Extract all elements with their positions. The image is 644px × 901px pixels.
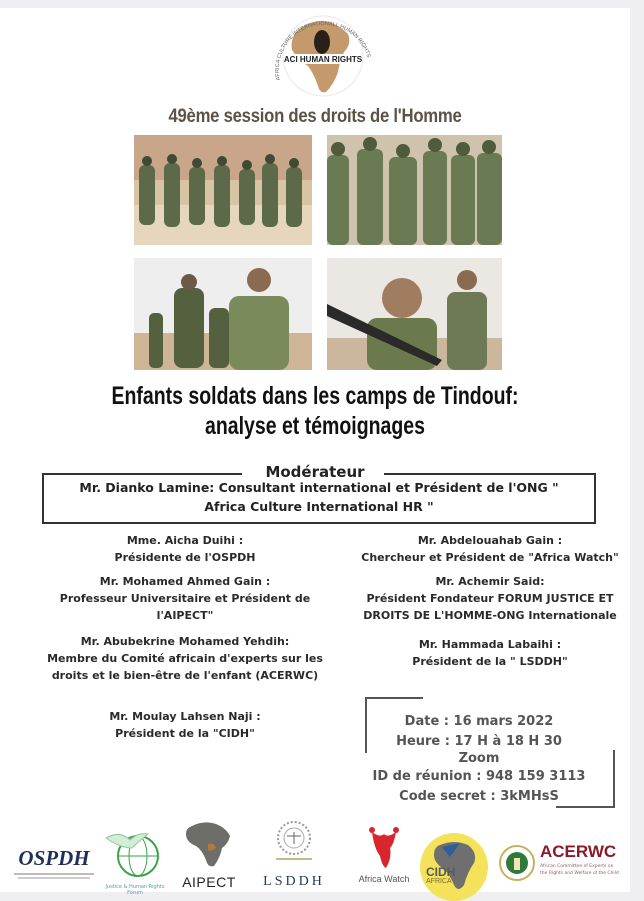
logo-cidh-africa	[420, 833, 488, 901]
info-corner-bottom-right-v	[613, 750, 615, 808]
logo-ospdh	[8, 846, 100, 886]
logo-acerwc	[498, 840, 628, 888]
speaker-mohamed-ahmed-gain	[40, 573, 330, 624]
event-date: Date : 16 mars 2022	[404, 714, 554, 729]
speaker-name: Mr. Achemir Said:	[435, 575, 545, 588]
poster	[0, 8, 630, 896]
speaker-aicha-duihi	[50, 532, 320, 566]
cidh-text: CIDH	[426, 865, 456, 879]
speaker-role: Présidente de l'OSPDH	[114, 551, 256, 564]
speaker-name: Mr. Abubekrine Mohamed Yehdih:	[80, 635, 290, 648]
speaker-role: Président Fondateur FORUM JUSTICE ET	[366, 592, 614, 605]
photo-child-with-rifle	[327, 258, 502, 370]
speaker-role: Chercheur et Président de "Africa Watch"	[361, 551, 619, 564]
logo-africa-watch	[350, 826, 418, 896]
logo-justice-forum	[102, 824, 168, 900]
acerwc-sub-line-1: African Committee of Experts on	[540, 864, 614, 869]
speaker-name: Mr. Moulay Lahsen Naji :	[109, 710, 261, 723]
moderator-description	[42, 478, 596, 516]
dove-globe-icon	[102, 824, 168, 880]
aci-logo-text: ACI HUMAN RIGHTS	[283, 55, 363, 64]
info-corner-top-left-h	[365, 697, 423, 699]
event-time: Heure : 17 H à 18 H 30	[396, 733, 562, 749]
speaker-role: Président de la "CIDH"	[115, 727, 255, 740]
aci-human-rights-logo	[268, 10, 378, 102]
aci-logo-ring-text: AFRICA CULTURE INTERNATIONALL HUMAN RIGHTS	[274, 20, 372, 81]
meeting-id: ID de réunion : 948 159 3113	[372, 769, 586, 784]
speaker-abubekrine-mohamed-yehdih	[30, 633, 340, 684]
africa-watch-text: Africa Watch	[358, 874, 410, 884]
cidh-sub-text: AFRICA	[426, 878, 452, 885]
aipect-text: AIPECT	[182, 874, 236, 890]
session-title: 49ème session des droits de l'Homme	[168, 106, 462, 127]
scales-of-justice-icon	[256, 820, 332, 864]
info-corner-bottom-right-h	[556, 806, 615, 808]
photo-children-soldiers-lineup	[327, 135, 502, 245]
speaker-role: l'AIPECT"	[156, 609, 214, 622]
moderator-label: Modérateur	[265, 463, 365, 481]
speaker-role: Président de la " LSDDH"	[412, 655, 568, 668]
speaker-name: Mr. Mohamed Ahmed Gain :	[99, 575, 271, 588]
event-platform: Zoom	[458, 751, 500, 766]
event-info	[366, 712, 592, 806]
event-title-line-1: Enfants soldats dans les camps de Tindouf:	[111, 382, 519, 410]
speaker-abdelouahab-gain	[345, 532, 635, 566]
event-title-line-2: analyse et témoignages	[204, 412, 426, 440]
acerwc-text: ACERWC	[540, 842, 617, 861]
speaker-role: Professeur Universitaire et Président de	[59, 592, 311, 605]
acerwc-sub-line-2: the Rights and Welfare of the Child	[540, 871, 619, 876]
speaker-name: Mme. Aicha Duihi :	[126, 534, 244, 547]
photo-children-soldiers-marching	[134, 135, 312, 245]
speaker-role: droits et le bien-être de l'enfant (ACERWC)	[51, 669, 319, 682]
justice-forum-text: Justice & Human Rights Forum	[105, 884, 165, 896]
partner-logos	[0, 816, 630, 900]
speaker-role: Membre du Comité africain d'experts sur les	[47, 652, 323, 665]
speaker-name: Mr. Hammada Labaihi :	[418, 638, 562, 651]
africa-watch-figures-icon	[350, 826, 418, 870]
meeting-passcode: Code secret : 3kMHsS	[399, 788, 559, 804]
speaker-name: Mr. Abdelouahab Gain :	[417, 534, 563, 547]
logo-lsddh	[256, 820, 332, 898]
africa-map-icon	[178, 820, 240, 870]
speaker-hammada-labaihi	[345, 636, 635, 670]
moderator-line-1: Mr. Dianko Lamine: Consultant international et Président de l'ONG "	[79, 480, 559, 495]
moderator-line-2: Africa Culture International HR "	[204, 499, 434, 514]
speaker-moulay-lahsen-naji	[50, 708, 320, 742]
ospdh-text: OSPDH	[18, 846, 90, 870]
african-union-emblem-icon	[498, 844, 536, 882]
speaker-role: DROITS DE L'HOMME-ONG Internationale	[363, 609, 617, 622]
logo-aipect	[178, 820, 240, 898]
lsddh-text: LSDDH	[263, 874, 325, 889]
speaker-achemir-said	[345, 573, 635, 624]
photo-children-soldiers-camouflage	[134, 258, 312, 370]
